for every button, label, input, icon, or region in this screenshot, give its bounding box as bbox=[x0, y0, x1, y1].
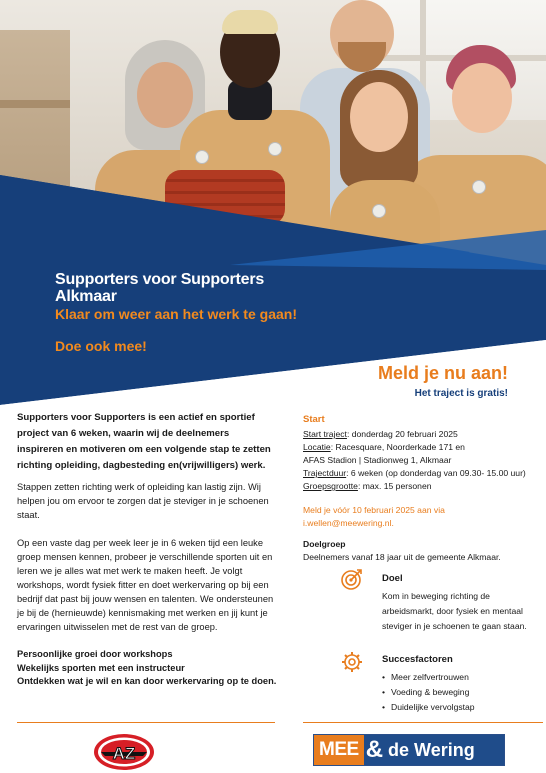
succes-list bbox=[382, 670, 532, 715]
succes-item: • Voeding & beweging bbox=[382, 685, 532, 700]
start-traject-row: Start traject: donderdag 20 februari 2025 bbox=[303, 429, 458, 439]
doel-label: Doel bbox=[382, 573, 403, 584]
svg-text:AZ: AZ bbox=[112, 744, 136, 763]
signup-heading: Meld je nu aan! bbox=[377, 363, 508, 383]
target-icon bbox=[340, 567, 364, 591]
groep-row: Groepsgrootte: max. 15 personen bbox=[303, 481, 432, 491]
logo-mee: MEE bbox=[314, 735, 364, 765]
succes-label: Succesfactoren bbox=[382, 654, 453, 665]
doel-text: Kom in beweging richting de arbeidsmarkt, door fysiek en mentaal steviger in je schoenen te gaan staan. bbox=[382, 591, 527, 631]
description-column bbox=[17, 410, 277, 689]
page-title: Supporters voor Supporters Alkmaar bbox=[55, 271, 265, 305]
doelgroep-label: Doelgroep bbox=[303, 539, 346, 549]
highlight-item: Wekelijks sporten met een instructeur bbox=[17, 662, 185, 673]
succes-block bbox=[382, 652, 532, 715]
az-logo bbox=[93, 733, 155, 771]
doelgroep-text: Deelnemers vanaf 18 jaar uit de gemeente Alkmaar. bbox=[303, 552, 501, 562]
succes-item: • Duidelijke vervolgstap bbox=[382, 700, 532, 715]
locatie-row: Locatie: Racesquare, Noorderkade 171 en bbox=[303, 442, 465, 452]
duur-row: Trajectduur: 6 weken (op donderdag van 09.30- 15.00 uur) bbox=[303, 468, 526, 478]
mee-de-wering-logo bbox=[313, 734, 505, 766]
intro-text: Supporters voor Supporters is een actief en sportief project van 6 weken, waarin wij de deelnemers inspireren en motiveren om een volgende stap te zetten richting opleiding, dagbesteding en(vrijwilligers) werk. bbox=[17, 412, 271, 471]
page-subtitle: Klaar om weer aan het werk te gaan! bbox=[55, 306, 297, 322]
details-column bbox=[303, 413, 543, 564]
paragraph: Op een vaste dag per week leer je in 6 weken tijd een leuke groep mensen kennen, probeer je verschillende sporten uit en leren we je alles wat met werk te maken heeft. Je volgt workshops, wordt fysiek fitter en doet werkervaring op bij een bedrijf dat past bij jouw wensen en talenten. We ondersteunen je bij de (hernieuwde) kennismaking met werken en jij kunt je ervaringen uitwisselen met de rest van de groep. bbox=[17, 538, 274, 632]
divider bbox=[17, 722, 275, 723]
divider bbox=[303, 722, 543, 723]
succes-item: • Meer zelfvertrouwen bbox=[382, 670, 532, 685]
call-to-action: Doe ook mee! bbox=[55, 338, 147, 354]
free-note: Het traject is gratis! bbox=[414, 388, 508, 399]
doel-block bbox=[382, 571, 532, 634]
paragraph: Stappen zetten richting werk of opleiding kan lastig zijn. Wij helpen jou om ervoor te zorgen dat je steviger in je schoenen staat. bbox=[17, 482, 269, 520]
email-link[interactable]: i.wellen@meewering.nl. bbox=[303, 518, 394, 528]
gear-icon bbox=[340, 650, 364, 674]
highlight-item: Persoonlijke groei door workshops bbox=[17, 649, 173, 659]
locatie-row-2: AFAS Stadion | Stadionweg 1, Alkmaar bbox=[303, 455, 452, 465]
highlight-list bbox=[17, 648, 277, 689]
logo-ampersand: & bbox=[365, 736, 384, 763]
deadline-text: Meld je vóór 10 februari 2025 aan via bbox=[303, 505, 445, 515]
start-label: Start bbox=[303, 414, 325, 425]
highlight-item: Ontdekken wat je wil en kan door werkervaring op te doen. bbox=[17, 676, 277, 686]
logo-wering: de Wering bbox=[385, 735, 504, 765]
